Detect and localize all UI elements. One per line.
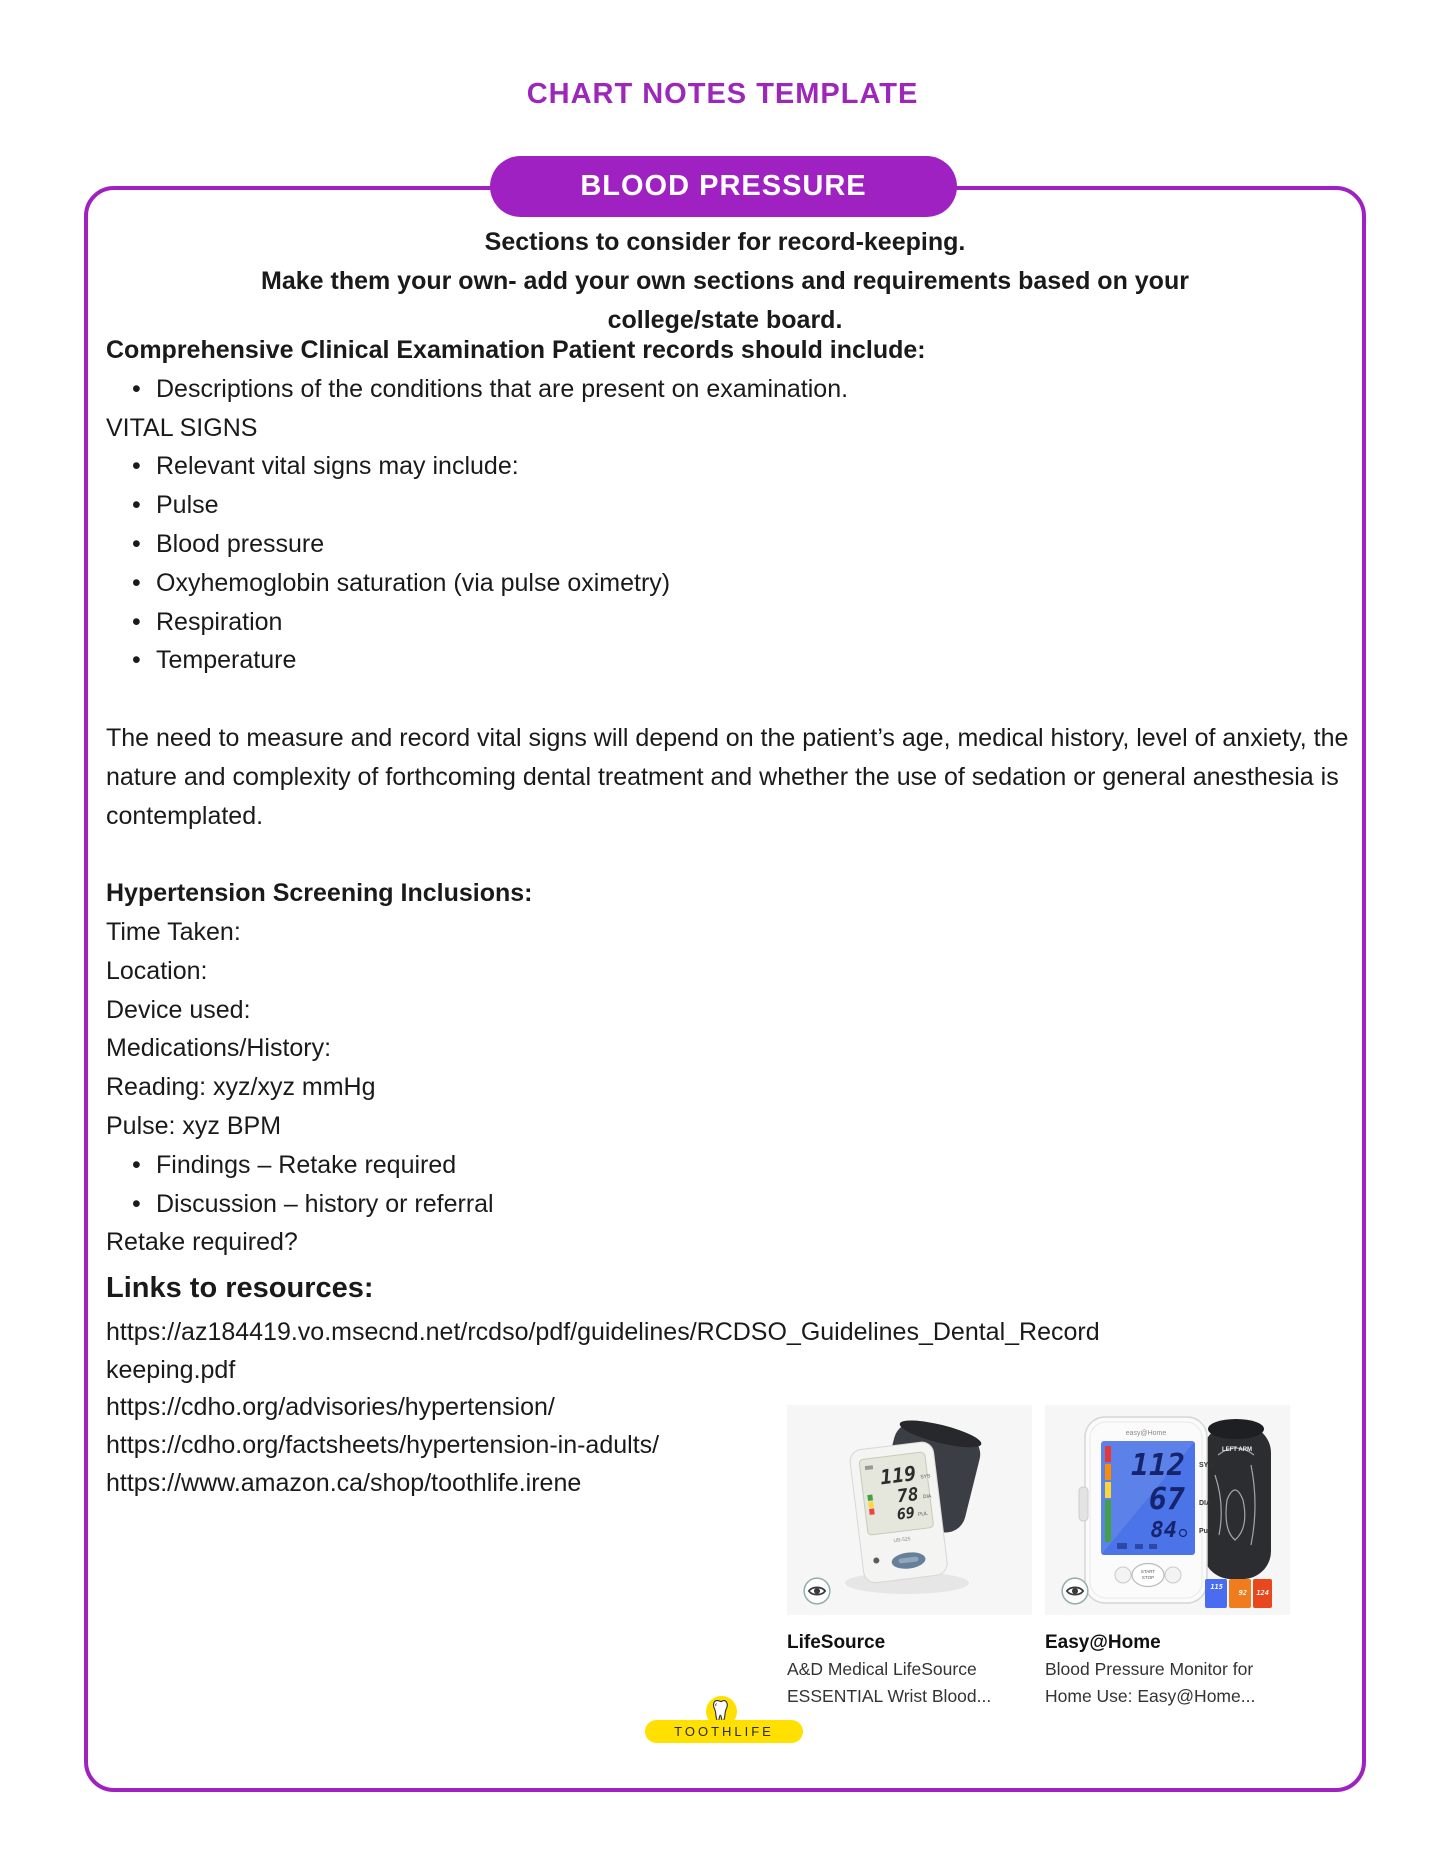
resource-link[interactable]: https://cdho.org/advisories/hypertension/ xyxy=(106,1393,555,1422)
list-item: • Findings – Retake required xyxy=(106,1146,1358,1185)
lcd-sys-value: 112 xyxy=(1130,1448,1185,1483)
lcd-dia-value: 67 xyxy=(1148,1482,1185,1517)
field-label: Time Taken: xyxy=(106,917,241,946)
retake-question: Retake required? xyxy=(106,1228,298,1257)
svg-text:119: 119 xyxy=(878,1461,918,1490)
blood-pressure-badge xyxy=(490,156,957,217)
list-item: • Temperature xyxy=(106,641,1358,680)
product-image-arm-monitor[interactable] xyxy=(1045,1405,1290,1615)
hypertension-heading: Hypertension Screening Inclusions: xyxy=(106,879,533,908)
product-title-line[interactable]: ESSENTIAL Wrist Blood... xyxy=(787,1686,992,1706)
list-item: • Descriptions of the conditions that are present on examination. xyxy=(106,370,1358,409)
svg-text:115: 115 xyxy=(1210,1583,1223,1591)
lcd-dia-label: DIA. xyxy=(1199,1500,1213,1507)
cuff-label: LEFT ARM xyxy=(1221,1447,1253,1453)
page-title: CHART NOTES TEMPLATE xyxy=(526,78,919,110)
list-item: • Blood pressure xyxy=(106,525,1358,564)
eye-icon xyxy=(1061,1577,1089,1605)
product-card-lifesource[interactable] xyxy=(787,1405,1032,1710)
view-product-button[interactable] xyxy=(803,1577,831,1605)
lcd-pul-value: 84 xyxy=(1150,1518,1177,1543)
product-title-line[interactable]: Home Use: Easy@Home... xyxy=(1045,1686,1256,1706)
vitals-paragraph: The need to measure and record vital signs will depend on the patient’s age, medical history, level of anxiety, the nature and complexity of forthcoming dental treatment and whether the use of sedation or general anesthesia is contemplated. xyxy=(106,723,1349,830)
svg-text:SYS: SYS xyxy=(920,1473,931,1481)
vital-signs-label: VITAL SIGNS xyxy=(106,413,258,442)
svg-text:124: 124 xyxy=(1256,1589,1269,1597)
product-title-line[interactable]: Blood Pressure Monitor for xyxy=(1045,1659,1254,1679)
field-label: Reading: xyz/xyz mmHg xyxy=(106,1073,376,1102)
svg-text:START: START xyxy=(1140,1569,1156,1574)
device-logo-text: easy@Home xyxy=(1125,1430,1167,1437)
svg-text:UB-525: UB-525 xyxy=(893,1536,911,1545)
intro-block xyxy=(88,223,1362,340)
svg-text:DIA: DIA xyxy=(922,1493,932,1501)
spacer xyxy=(106,835,1358,874)
logo-text: TOOTHLIFE xyxy=(674,1724,774,1739)
spacer xyxy=(106,680,1358,719)
links-heading: Links to resources: xyxy=(106,1272,374,1305)
intro-line-1: Sections to consider for record-keeping. xyxy=(484,228,966,256)
toothlife-logo xyxy=(645,1696,803,1746)
product-title-line[interactable]: A&D Medical LifeSource xyxy=(787,1659,977,1679)
field-label: Medications/History: xyxy=(106,1034,332,1063)
badge-label: BLOOD PRESSURE xyxy=(580,170,867,202)
list-item: • Discussion – history or referral xyxy=(106,1185,1358,1224)
lcd-sys-label: SYS. xyxy=(1199,1462,1215,1469)
product-brand[interactable]: Easy@Home xyxy=(1045,1632,1161,1653)
product-card-easyathome[interactable] xyxy=(1045,1405,1290,1710)
svg-text:PUL: PUL xyxy=(917,1510,929,1519)
view-product-button[interactable] xyxy=(1061,1577,1089,1605)
field-label: Location: xyxy=(106,956,208,985)
eye-icon xyxy=(803,1577,831,1605)
list-item: • Respiration xyxy=(106,603,1358,642)
field-label: Device used: xyxy=(106,995,251,1024)
list-item: • Oxyhemoglobin saturation (via pulse oximetry) xyxy=(106,564,1358,603)
list-item: • Relevant vital signs may include: xyxy=(106,447,1358,486)
resource-link[interactable]: https://az184419.vo.msecnd.net/rcdso/pdf/guidelines/RCDSO_Guidelines_Dental_Recordkeeping.pdf xyxy=(106,1318,1100,1384)
product-brand[interactable]: LifeSource xyxy=(787,1632,886,1653)
logo-pill xyxy=(645,1720,803,1743)
intro-line-2: Make them your own- add your own sections and requirements based on your college/state board. xyxy=(261,267,1189,334)
svg-text:69: 69 xyxy=(895,1503,916,1524)
product-image-wrist-monitor[interactable] xyxy=(787,1405,1032,1615)
svg-text:STOP: STOP xyxy=(1141,1575,1155,1580)
field-label: Pulse: xyz BPM xyxy=(106,1111,282,1140)
exam-heading: Comprehensive Clinical Examination Patient records should include: xyxy=(106,336,926,364)
resource-link[interactable]: https://cdho.org/factsheets/hypertension-in-adults/ xyxy=(106,1430,660,1459)
svg-text:92: 92 xyxy=(1238,1589,1247,1597)
list-item: • Pulse xyxy=(106,486,1358,525)
lcd-pul-label: Pul xyxy=(1199,1528,1210,1535)
resource-link[interactable]: https://www.amazon.ca/shop/toothlife.irene xyxy=(106,1468,582,1497)
body-text xyxy=(106,331,1358,1502)
svg-text:78: 78 xyxy=(895,1483,920,1508)
